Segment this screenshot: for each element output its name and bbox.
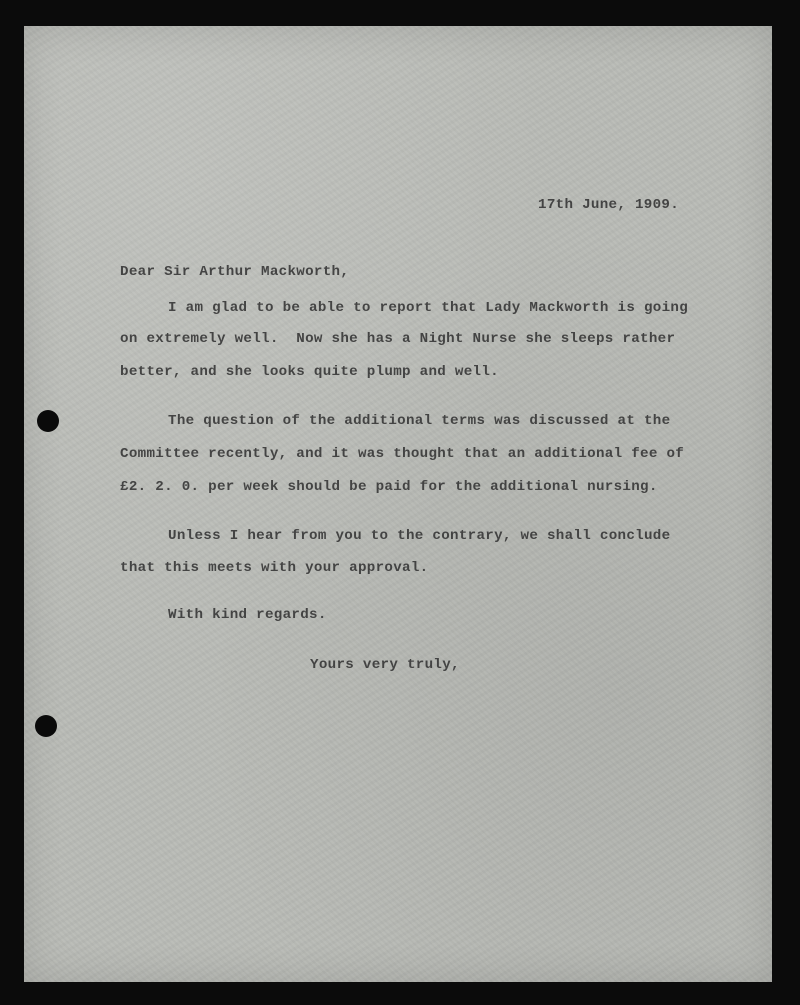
letter-closing: Yours very truly, <box>310 657 460 673</box>
paragraph-3-line-1: Unless I hear from you to the contrary, we shall conclude <box>168 528 671 544</box>
paragraph-1-line-1: I am glad to be able to report that Lady Mackworth is going <box>168 300 689 316</box>
letter-date: 17th June, 1909. <box>538 197 680 213</box>
paragraph-2-line-2: Committee recently, and it was thought that an additional fee of <box>120 446 685 462</box>
letter-regards: With kind regards. <box>168 607 327 623</box>
punch-hole <box>35 715 57 737</box>
paragraph-1-line-2: on extremely well. Now she has a Night Nurse she sleeps rather <box>120 331 676 347</box>
paragraph-2-line-1: The question of the additional terms was discussed at the <box>168 413 671 429</box>
punch-hole <box>37 410 59 432</box>
paragraph-2-line-3: £2. 2. 0. per week should be paid for the additional nursing. <box>120 479 658 495</box>
paragraph-3-line-2: that this meets with your approval. <box>120 560 429 576</box>
letter-salutation: Dear Sir Arthur Mackworth, <box>120 264 350 280</box>
letter-page <box>24 26 772 982</box>
paragraph-1-line-3: better, and she looks quite plump and well. <box>120 364 499 380</box>
